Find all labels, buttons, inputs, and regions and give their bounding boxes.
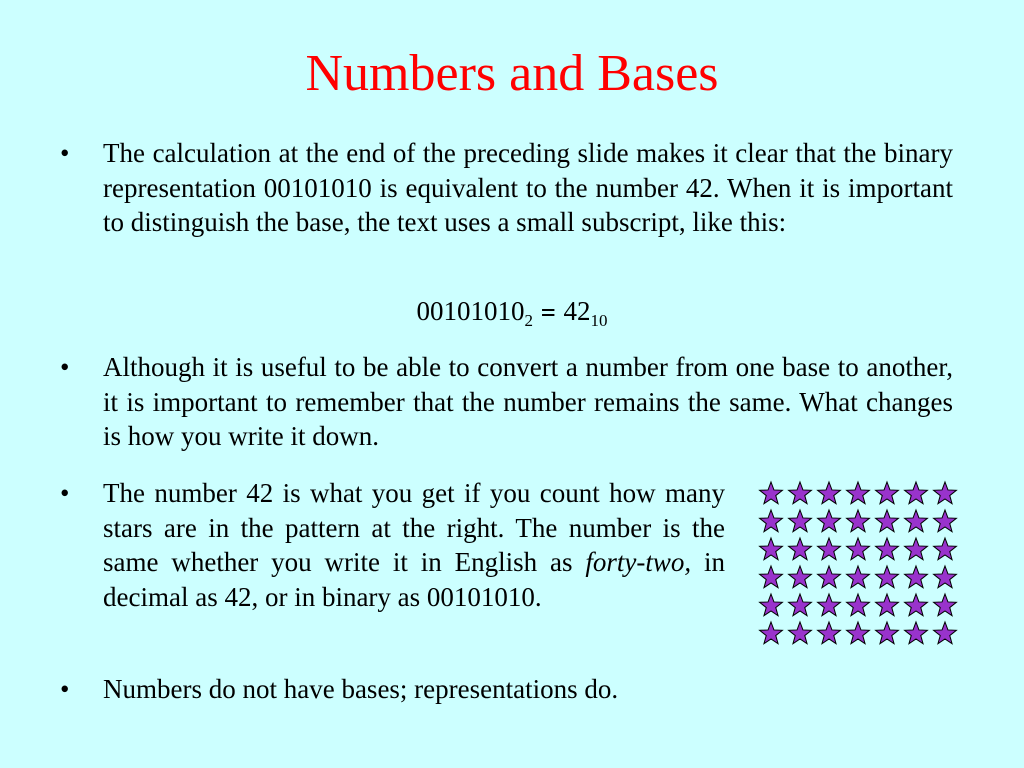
equation-rhs: 42	[563, 296, 591, 326]
star-icon	[756, 508, 785, 536]
star-icon	[756, 536, 785, 564]
base-equation	[0, 294, 1024, 329]
bullet-text	[103, 476, 725, 614]
equation-lhs-base: 2	[524, 311, 534, 330]
star-icon	[872, 592, 901, 620]
star-icon	[785, 564, 814, 592]
star-icon	[872, 620, 901, 648]
bullet-text-part: The number 42 is what you get if you count how many stars are in the pattern at the right. The number is the same whether you write it in English as	[103, 478, 725, 577]
star-row	[756, 508, 962, 536]
bullet-marker: •	[60, 478, 70, 508]
star-row	[756, 592, 962, 620]
star-icon	[901, 620, 930, 648]
star-row	[756, 536, 962, 564]
star-icon	[785, 592, 814, 620]
star-icon	[756, 480, 785, 508]
star-icon	[901, 592, 930, 620]
emphasis-text: forty-two,	[585, 547, 692, 577]
star-icon	[756, 620, 785, 648]
star-icon	[872, 480, 901, 508]
star-icon	[756, 592, 785, 620]
star-icon	[843, 620, 872, 648]
star-icon	[901, 564, 930, 592]
equation-operator: =	[541, 298, 556, 326]
bullet-marker: •	[60, 352, 70, 382]
star-icon	[872, 536, 901, 564]
star-icon	[814, 480, 843, 508]
star-icon	[843, 592, 872, 620]
star-icon	[930, 536, 959, 564]
star-icon	[785, 508, 814, 536]
star-icon	[930, 508, 959, 536]
star-icon	[930, 592, 959, 620]
star-icon	[785, 536, 814, 564]
star-icon	[843, 508, 872, 536]
star-icon	[901, 536, 930, 564]
star-icon	[901, 508, 930, 536]
bullet-marker: •	[60, 138, 70, 168]
bullet-text: Although it is useful to be able to convert a number from one base to another, it is important to remember that the number remains the same. What changes is how you write it down.	[103, 352, 953, 451]
star-icon	[843, 564, 872, 592]
star-icon	[930, 564, 959, 592]
star-icon	[814, 620, 843, 648]
star-icon	[785, 620, 814, 648]
bullet-text: Numbers do not have bases; representations do.	[103, 674, 619, 704]
star-icon	[872, 508, 901, 536]
star-row	[756, 480, 962, 508]
star-icon	[814, 564, 843, 592]
bullet-text-part: in decimal as 42, or in binary as 00101010.	[103, 547, 725, 612]
star-pattern	[756, 480, 962, 650]
equation-lhs: 00101010	[416, 296, 525, 326]
slide-title: Numbers and Bases	[305, 45, 719, 102]
star-icon	[814, 592, 843, 620]
star-icon	[756, 564, 785, 592]
star-icon	[930, 480, 959, 508]
bullet-text: The calculation at the end of the preceding slide makes it clear that the binary representation 00101010 is equivalent to the number 42. When it is important to distinguish the base, the text uses a small subscript, like this:	[103, 138, 953, 237]
star-icon	[843, 536, 872, 564]
star-icon	[814, 508, 843, 536]
equation-rhs-base: 10	[590, 311, 608, 330]
star-icon	[814, 536, 843, 564]
star-icon	[843, 480, 872, 508]
bullet-marker: •	[60, 674, 70, 704]
star-icon	[785, 480, 814, 508]
star-icon	[901, 480, 930, 508]
star-row	[756, 620, 962, 648]
star-row	[756, 564, 962, 592]
star-icon	[872, 564, 901, 592]
star-icon	[930, 620, 959, 648]
